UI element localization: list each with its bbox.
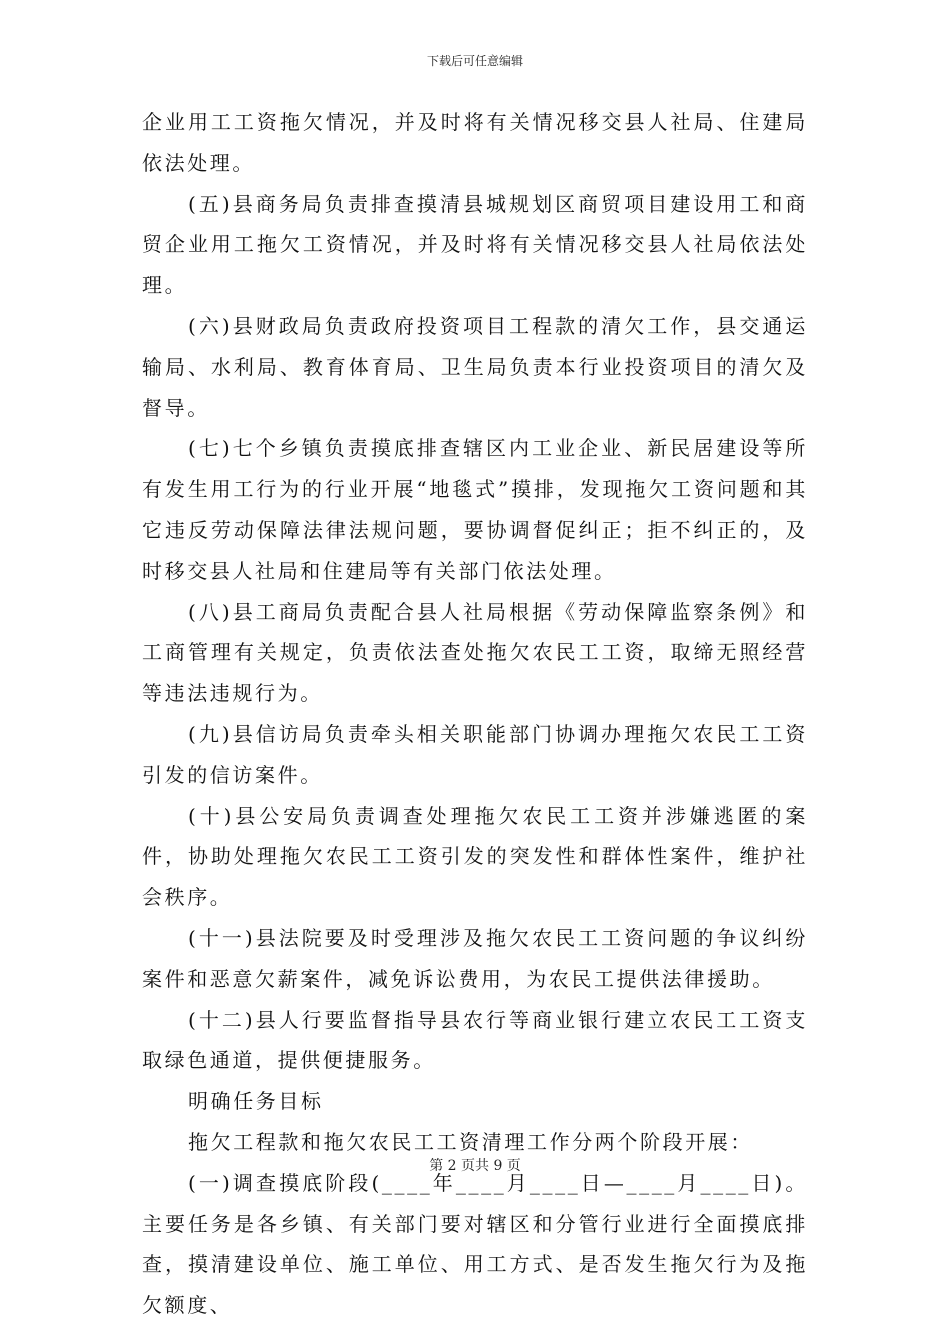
paragraph: (五)县商务局负责排查摸清县城规划区商贸项目建设用工和商贸企业用工拖欠工资情况，并及时将有关情况移交县人社局依法处理。 (142, 191, 808, 298)
paragraph: (一)调查摸底阶段(____年____月____日—____月____日)。主要任务是各乡镇、有关部门要对辖区和分管行业进行全面摸底排查，摸清建设单位、施工单位、用工方式、是否发生拖欠行为及拖欠额度、 (142, 1170, 808, 1318)
paragraph: 企业用工工资拖欠情况，并及时将有关情况移交县人社局、住建局依法处理。 (142, 110, 808, 175)
paragraph: (十二)县人行要监督指导县农行等商业银行建立农民工工资支取绿色通道，提供便捷服务。 (142, 1007, 808, 1073)
paragraph: (九)县信访局负责牵头相关职能部门协调办理拖欠农民工工资引发的信访案件。 (142, 721, 808, 787)
document-body (142, 102, 808, 1326)
page-header: 下载后可任意编辑 (426, 54, 523, 68)
paragraph: (八)县工商局负责配合县人社局根据《劳动保障监察条例》和工商管理有关规定，负责依法查处拖欠农民工工资，取缔无照经营等违法违规行为。 (142, 599, 808, 706)
page-footer: 第 2 页共 9 页 (429, 1158, 521, 1174)
paragraph: (十)县公安局负责调查处理拖欠农民工工资并涉嫌逃匿的案件，协助处理拖欠农民工工资引发的突发性和群体性案件，维护社会秩序。 (142, 803, 808, 910)
paragraph: 拖欠工程款和拖欠农民工工资清理工作分两个阶段开展： (188, 1129, 753, 1154)
paragraph: (七)七个乡镇负责摸底排查辖区内工业企业、新民居建设等所有发生用工行为的行业开展“地毯式”摸排，发现拖欠工资问题和其它违反劳动保障法律法规问题，要协调督促纠正；拒不纠正的，及时移交县人社局和住建局等有关部门依法处理。 (142, 436, 808, 583)
section-heading: 明确任务目标 (188, 1089, 324, 1114)
paragraph: (十一)县法院要及时受理涉及拖欠农民工工资问题的争议纠纷案件和恶意欠薪案件，减免诉讼费用，为农民工提供法律援助。 (142, 925, 808, 991)
paragraph: (六)县财政局负责政府投资项目工程款的清欠工作，县交通运输局、水利局、教育体育局、卫生局负责本行业投资项目的清欠及督导。 (142, 313, 808, 420)
